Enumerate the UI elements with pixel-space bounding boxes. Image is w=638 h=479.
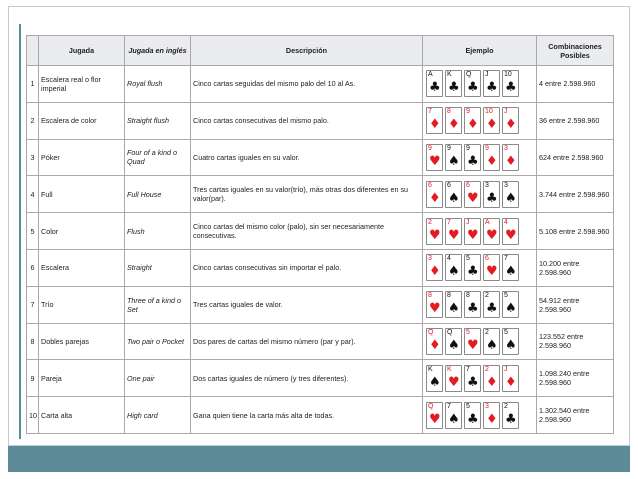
card-suit-icon: ♣ [467, 301, 479, 317]
card-suit-icon: ♦ [429, 117, 441, 133]
playing-card [445, 365, 462, 392]
card-group [425, 218, 534, 245]
playing-card [426, 107, 443, 134]
table-row [27, 66, 614, 103]
playing-card [464, 402, 481, 429]
card-rank: 9 [447, 144, 451, 152]
card-suit-icon: ♥ [448, 227, 460, 243]
hand-example [423, 176, 537, 213]
hand-description: Dos cartas iguales de número (y tres diferentes). [191, 360, 423, 397]
hand-description: Cinco cartas consecutivas sin importar el palo. [191, 249, 423, 286]
card-rank: 4 [447, 255, 451, 263]
card-suit-icon: ♣ [467, 411, 479, 427]
poker-hands-table [26, 35, 614, 434]
row-number: 1 [27, 66, 39, 103]
table-row [27, 286, 614, 323]
hand-name-english: Two pair o Pocket [125, 323, 191, 360]
header-ejemplo: Ejemplo [423, 36, 537, 66]
combinations-count: 123.552 entre 2.598.960 [537, 323, 614, 360]
playing-card [464, 144, 481, 171]
card-suit-icon: ♠ [505, 190, 517, 206]
hand-name-english: Straight flush [125, 102, 191, 139]
card-rank: 6 [428, 181, 432, 189]
card-suit-icon: ♠ [448, 301, 460, 317]
combinations-count: 624 entre 2.598.960 [537, 139, 614, 176]
hand-name: Full [39, 176, 125, 213]
card-rank: 8 [447, 108, 451, 116]
card-group [425, 107, 534, 134]
card-suit-icon: ♥ [448, 374, 460, 390]
card-rank: 3 [485, 402, 489, 410]
hand-name-english: Royal flush [125, 66, 191, 103]
card-suit-icon: ♥ [505, 227, 517, 243]
playing-card [483, 365, 500, 392]
card-group [425, 365, 534, 392]
header-jugada: Jugada [39, 36, 125, 66]
hand-example [423, 249, 537, 286]
playing-card [483, 181, 500, 208]
hand-name: Dobles parejas [39, 323, 125, 360]
header-ingles: Jugada en inglés [125, 36, 191, 66]
playing-card [426, 218, 443, 245]
card-suit-icon: ♦ [429, 337, 441, 353]
hand-description: Cinco cartas del mismo color (palo), sin ser necesariamente consecutivas. [191, 213, 423, 250]
hand-description: Gana quien tiene la carta más alta de todas. [191, 397, 423, 434]
card-rank: 7 [447, 402, 451, 410]
card-suit-icon: ♣ [467, 264, 479, 280]
card-rank: 4 [504, 218, 508, 226]
card-rank: 6 [447, 181, 451, 189]
playing-card [483, 328, 500, 355]
hand-description: Cinco cartas seguidas del mismo palo del 10 al As. [191, 66, 423, 103]
playing-card [502, 365, 519, 392]
card-rank: 9 [485, 144, 489, 152]
playing-card [464, 254, 481, 281]
hand-name: Carta alta [39, 397, 125, 434]
card-suit-icon: ♠ [505, 264, 517, 280]
hand-example [423, 360, 537, 397]
card-rank: 9 [466, 144, 470, 152]
card-suit-icon: ♥ [429, 153, 441, 169]
table-row [27, 176, 614, 213]
hand-name: Escalera real o flor imperial [39, 66, 125, 103]
playing-card [445, 218, 462, 245]
hand-example [423, 323, 537, 360]
playing-card [426, 144, 443, 171]
hand-description: Dos pares de cartas del mismo número (par y par). [191, 323, 423, 360]
card-group [425, 70, 534, 97]
playing-card [502, 328, 519, 355]
card-rank: 8 [466, 292, 470, 300]
hand-name: Color [39, 213, 125, 250]
playing-card [483, 218, 500, 245]
card-suit-icon: ♣ [486, 301, 498, 317]
hand-name-english: Four of a kind o Quad [125, 139, 191, 176]
card-rank: A [485, 218, 490, 226]
card-suit-icon: ♦ [486, 374, 498, 390]
card-rank: K [447, 365, 452, 373]
card-suit-icon: ♦ [486, 117, 498, 133]
combinations-count: 3.744 entre 2.598.960 [537, 176, 614, 213]
playing-card [483, 70, 500, 97]
bottom-band [8, 446, 630, 472]
table-row [27, 139, 614, 176]
card-suit-icon: ♥ [467, 227, 479, 243]
playing-card [502, 144, 519, 171]
hand-name-english: Full House [125, 176, 191, 213]
card-rank: A [428, 71, 433, 79]
card-suit-icon: ♥ [467, 190, 479, 206]
card-rank: J [485, 71, 489, 79]
card-rank: 6 [466, 181, 470, 189]
playing-card [483, 107, 500, 134]
card-group [425, 254, 534, 281]
header-descripcion: Descripción [191, 36, 423, 66]
playing-card [445, 291, 462, 318]
card-suit-icon: ♦ [429, 190, 441, 206]
card-suit-icon: ♣ [429, 80, 441, 96]
combinations-count: 1.302.540 entre 2.598.960 [537, 397, 614, 434]
playing-card [502, 107, 519, 134]
playing-card [464, 107, 481, 134]
hand-name-english: Straight [125, 249, 191, 286]
row-number: 8 [27, 323, 39, 360]
card-suit-icon: ♠ [505, 301, 517, 317]
left-accent-rule [19, 24, 21, 439]
card-rank: 9 [428, 144, 432, 152]
playing-card [502, 70, 519, 97]
playing-card [464, 328, 481, 355]
card-rank: J [504, 108, 508, 116]
hand-example [423, 139, 537, 176]
card-rank: 3 [504, 144, 508, 152]
combinations-count: 36 entre 2.598.960 [537, 102, 614, 139]
table-row [27, 102, 614, 139]
playing-card [464, 218, 481, 245]
card-suit-icon: ♣ [505, 411, 517, 427]
playing-card [445, 107, 462, 134]
combinations-count: 10.200 entre 2.598.960 [537, 249, 614, 286]
card-suit-icon: ♠ [448, 153, 460, 169]
card-rank: 2 [485, 365, 489, 373]
card-suit-icon: ♠ [448, 190, 460, 206]
hand-description: Cinco cartas consecutivas del mismo palo. [191, 102, 423, 139]
card-suit-icon: ♣ [486, 80, 498, 96]
hand-name-english: High card [125, 397, 191, 434]
card-rank: 2 [428, 218, 432, 226]
playing-card [426, 181, 443, 208]
card-rank: 2 [485, 292, 489, 300]
hand-description: Cuatro cartas iguales en su valor. [191, 139, 423, 176]
table-row [27, 360, 614, 397]
card-suit-icon: ♣ [467, 374, 479, 390]
playing-card [464, 181, 481, 208]
playing-card [464, 291, 481, 318]
playing-card [502, 291, 519, 318]
hand-name: Póker [39, 139, 125, 176]
card-suit-icon: ♠ [505, 337, 517, 353]
card-rank: 7 [428, 108, 432, 116]
playing-card [445, 254, 462, 281]
playing-card [502, 218, 519, 245]
card-suit-icon: ♣ [467, 153, 479, 169]
card-suit-icon: ♣ [448, 80, 460, 96]
card-suit-icon: ♥ [429, 411, 441, 427]
card-suit-icon: ♠ [429, 374, 441, 390]
playing-card [483, 291, 500, 318]
row-number: 2 [27, 102, 39, 139]
card-suit-icon: ♦ [486, 411, 498, 427]
card-suit-icon: ♦ [429, 264, 441, 280]
playing-card [464, 70, 481, 97]
card-rank: K [428, 365, 433, 373]
card-rank: 8 [428, 292, 432, 300]
playing-card [483, 402, 500, 429]
hand-name-english: Three of a kind o Set [125, 286, 191, 323]
card-rank: 10 [485, 108, 493, 116]
card-rank: Q [428, 328, 434, 336]
row-number: 10 [27, 397, 39, 434]
card-rank: 3 [485, 181, 489, 189]
hand-name-english: Flush [125, 213, 191, 250]
card-suit-icon: ♣ [486, 190, 498, 206]
table-header-row [27, 36, 614, 66]
hand-name: Escalera de color [39, 102, 125, 139]
card-group [425, 291, 534, 318]
card-suit-icon: ♥ [429, 227, 441, 243]
playing-card [426, 402, 443, 429]
card-suit-icon: ♦ [505, 117, 517, 133]
row-number: 7 [27, 286, 39, 323]
playing-card [445, 144, 462, 171]
card-suit-icon: ♠ [448, 411, 460, 427]
card-suit-icon: ♦ [505, 153, 517, 169]
card-rank: 6 [485, 255, 489, 263]
card-rank: 2 [485, 328, 489, 336]
card-suit-icon: ♠ [448, 264, 460, 280]
hand-example [423, 102, 537, 139]
card-rank: 10 [504, 71, 512, 79]
card-suit-icon: ♥ [486, 227, 498, 243]
card-group [425, 402, 534, 429]
combinations-count: 54.912 entre 2.598.960 [537, 286, 614, 323]
card-rank: 5 [504, 328, 508, 336]
card-suit-icon: ♥ [467, 337, 479, 353]
card-rank: Q [428, 402, 434, 410]
playing-card [502, 181, 519, 208]
playing-card [445, 70, 462, 97]
card-rank: J [466, 218, 470, 226]
row-number: 6 [27, 249, 39, 286]
card-rank: K [447, 71, 452, 79]
hand-example [423, 286, 537, 323]
playing-card [426, 70, 443, 97]
card-rank: Q [447, 328, 453, 336]
hand-example [423, 213, 537, 250]
card-rank: 5 [504, 292, 508, 300]
playing-card [483, 144, 500, 171]
card-suit-icon: ♦ [467, 117, 479, 133]
card-group [425, 181, 534, 208]
hand-example [423, 66, 537, 103]
playing-card [445, 181, 462, 208]
card-rank: 3 [428, 255, 432, 263]
card-suit-icon: ♣ [505, 80, 517, 96]
card-suit-icon: ♦ [505, 374, 517, 390]
card-rank: 7 [447, 218, 451, 226]
playing-card [502, 402, 519, 429]
combinations-count: 5.108 entre 2.598.960 [537, 213, 614, 250]
card-rank: 7 [466, 365, 470, 373]
card-rank: 7 [504, 255, 508, 263]
card-group [425, 144, 534, 171]
playing-card [426, 291, 443, 318]
card-suit-icon: ♥ [429, 301, 441, 317]
playing-card [426, 365, 443, 392]
playing-card [464, 365, 481, 392]
row-number: 5 [27, 213, 39, 250]
card-suit-icon: ♠ [448, 337, 460, 353]
card-rank: 5 [466, 255, 470, 263]
hand-description: Tres cartas iguales de valor. [191, 286, 423, 323]
hand-name: Escalera [39, 249, 125, 286]
combinations-count: 1.098.240 entre 2.598.960 [537, 360, 614, 397]
row-number: 9 [27, 360, 39, 397]
header-number [27, 36, 39, 66]
card-suit-icon: ♦ [448, 117, 460, 133]
playing-card [445, 402, 462, 429]
card-rank: Q [466, 71, 472, 79]
playing-card [502, 254, 519, 281]
table-row [27, 213, 614, 250]
card-suit-icon: ♥ [486, 264, 498, 280]
card-rank: 8 [447, 292, 451, 300]
hand-name: Trío [39, 286, 125, 323]
table-row [27, 249, 614, 286]
card-rank: 3 [504, 181, 508, 189]
card-suit-icon: ♣ [467, 80, 479, 96]
card-rank: 5 [466, 402, 470, 410]
hand-name: Pareja [39, 360, 125, 397]
card-group [425, 328, 534, 355]
card-rank: J [504, 365, 508, 373]
row-number: 3 [27, 139, 39, 176]
hand-description: Tres cartas iguales en su valor(trío), más otras dos diferentes en su valor(par). [191, 176, 423, 213]
card-suit-icon: ♠ [486, 337, 498, 353]
playing-card [426, 328, 443, 355]
playing-card [426, 254, 443, 281]
combinations-count: 4 entre 2.598.960 [537, 66, 614, 103]
table-row [27, 323, 614, 360]
card-rank: 5 [466, 328, 470, 336]
row-number: 4 [27, 176, 39, 213]
playing-card [445, 328, 462, 355]
card-rank: 9 [466, 108, 470, 116]
card-rank: 2 [504, 402, 508, 410]
hand-example [423, 397, 537, 434]
header-combinaciones: Combinaciones Posibles [537, 36, 614, 66]
playing-card [483, 254, 500, 281]
card-suit-icon: ♦ [486, 153, 498, 169]
table-row [27, 397, 614, 434]
hand-name-english: One pair [125, 360, 191, 397]
